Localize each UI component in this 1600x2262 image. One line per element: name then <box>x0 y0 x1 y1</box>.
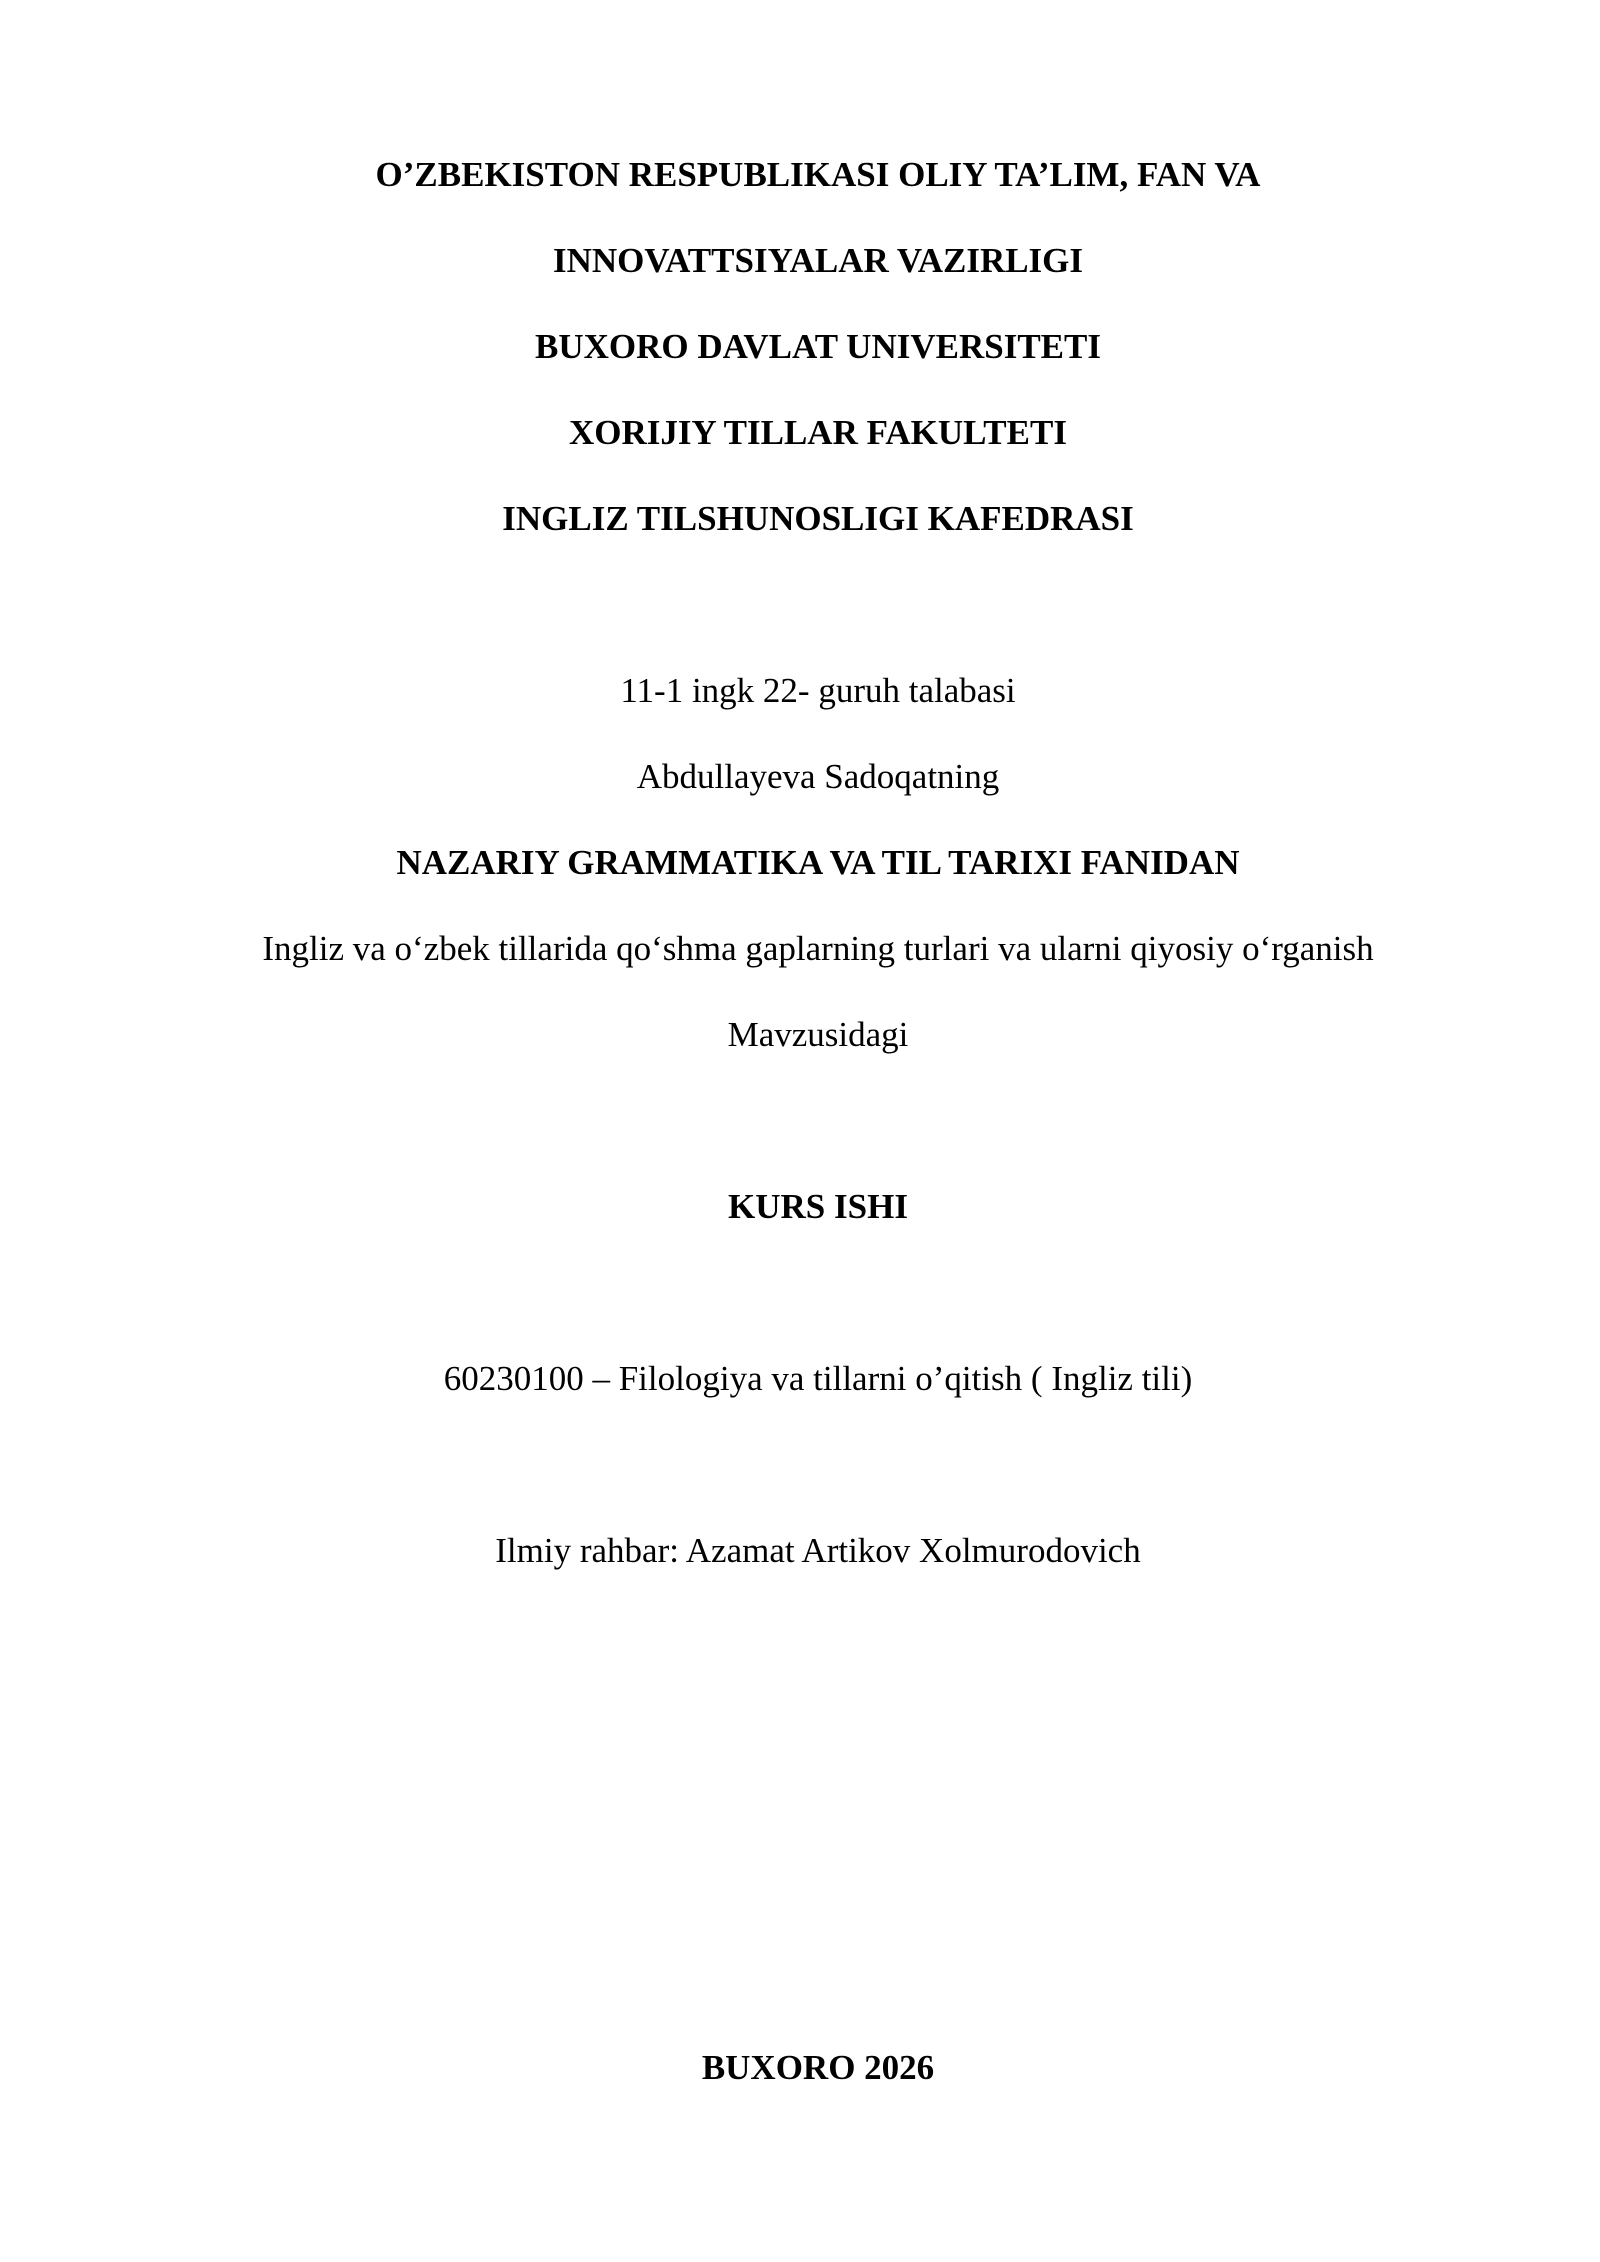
student-name: Abdullayeva Sadoqatning <box>636 757 1000 796</box>
faculty-name: XORIJIY TILLAR FAKULTETI <box>569 413 1067 452</box>
work-type: KURS ISHI <box>728 1187 908 1226</box>
topic-line2: Mavzusidagi <box>727 1015 909 1054</box>
subject-title: NAZARIY GRAMMATIKA VA TIL TARIXI FANIDAN <box>396 843 1240 882</box>
specialty: 60230100 – Filologiya va tillarni o’qitish ( Ingliz tili) <box>443 1359 1193 1398</box>
ministry-title-line1: O’ZBEKISTON RESPUBLIKASI OLIY TA’LIM, FAN VA <box>375 155 1261 194</box>
topic-line1: Ingliz va o‘zbek tillarida qo‘shma gaplarning turlari va ularni qiyosiy o‘rganish <box>262 929 1374 968</box>
department-name: INGLIZ TILSHUNOSLIGI KAFEDRASI <box>502 499 1134 538</box>
student-group: 11-1 ingk 22- guruh talabasi <box>620 671 1016 710</box>
university-name: BUXORO DAVLAT UNIVERSITETI <box>535 327 1101 366</box>
supervisor: Ilmiy rahbar: Azamat Artikov Xolmurodovich <box>495 1531 1141 1570</box>
city-year: BUXORO 2026 <box>701 2048 935 2087</box>
ministry-title-line2: INNOVATTSIYALAR VAZIRLIGI <box>552 241 1084 280</box>
